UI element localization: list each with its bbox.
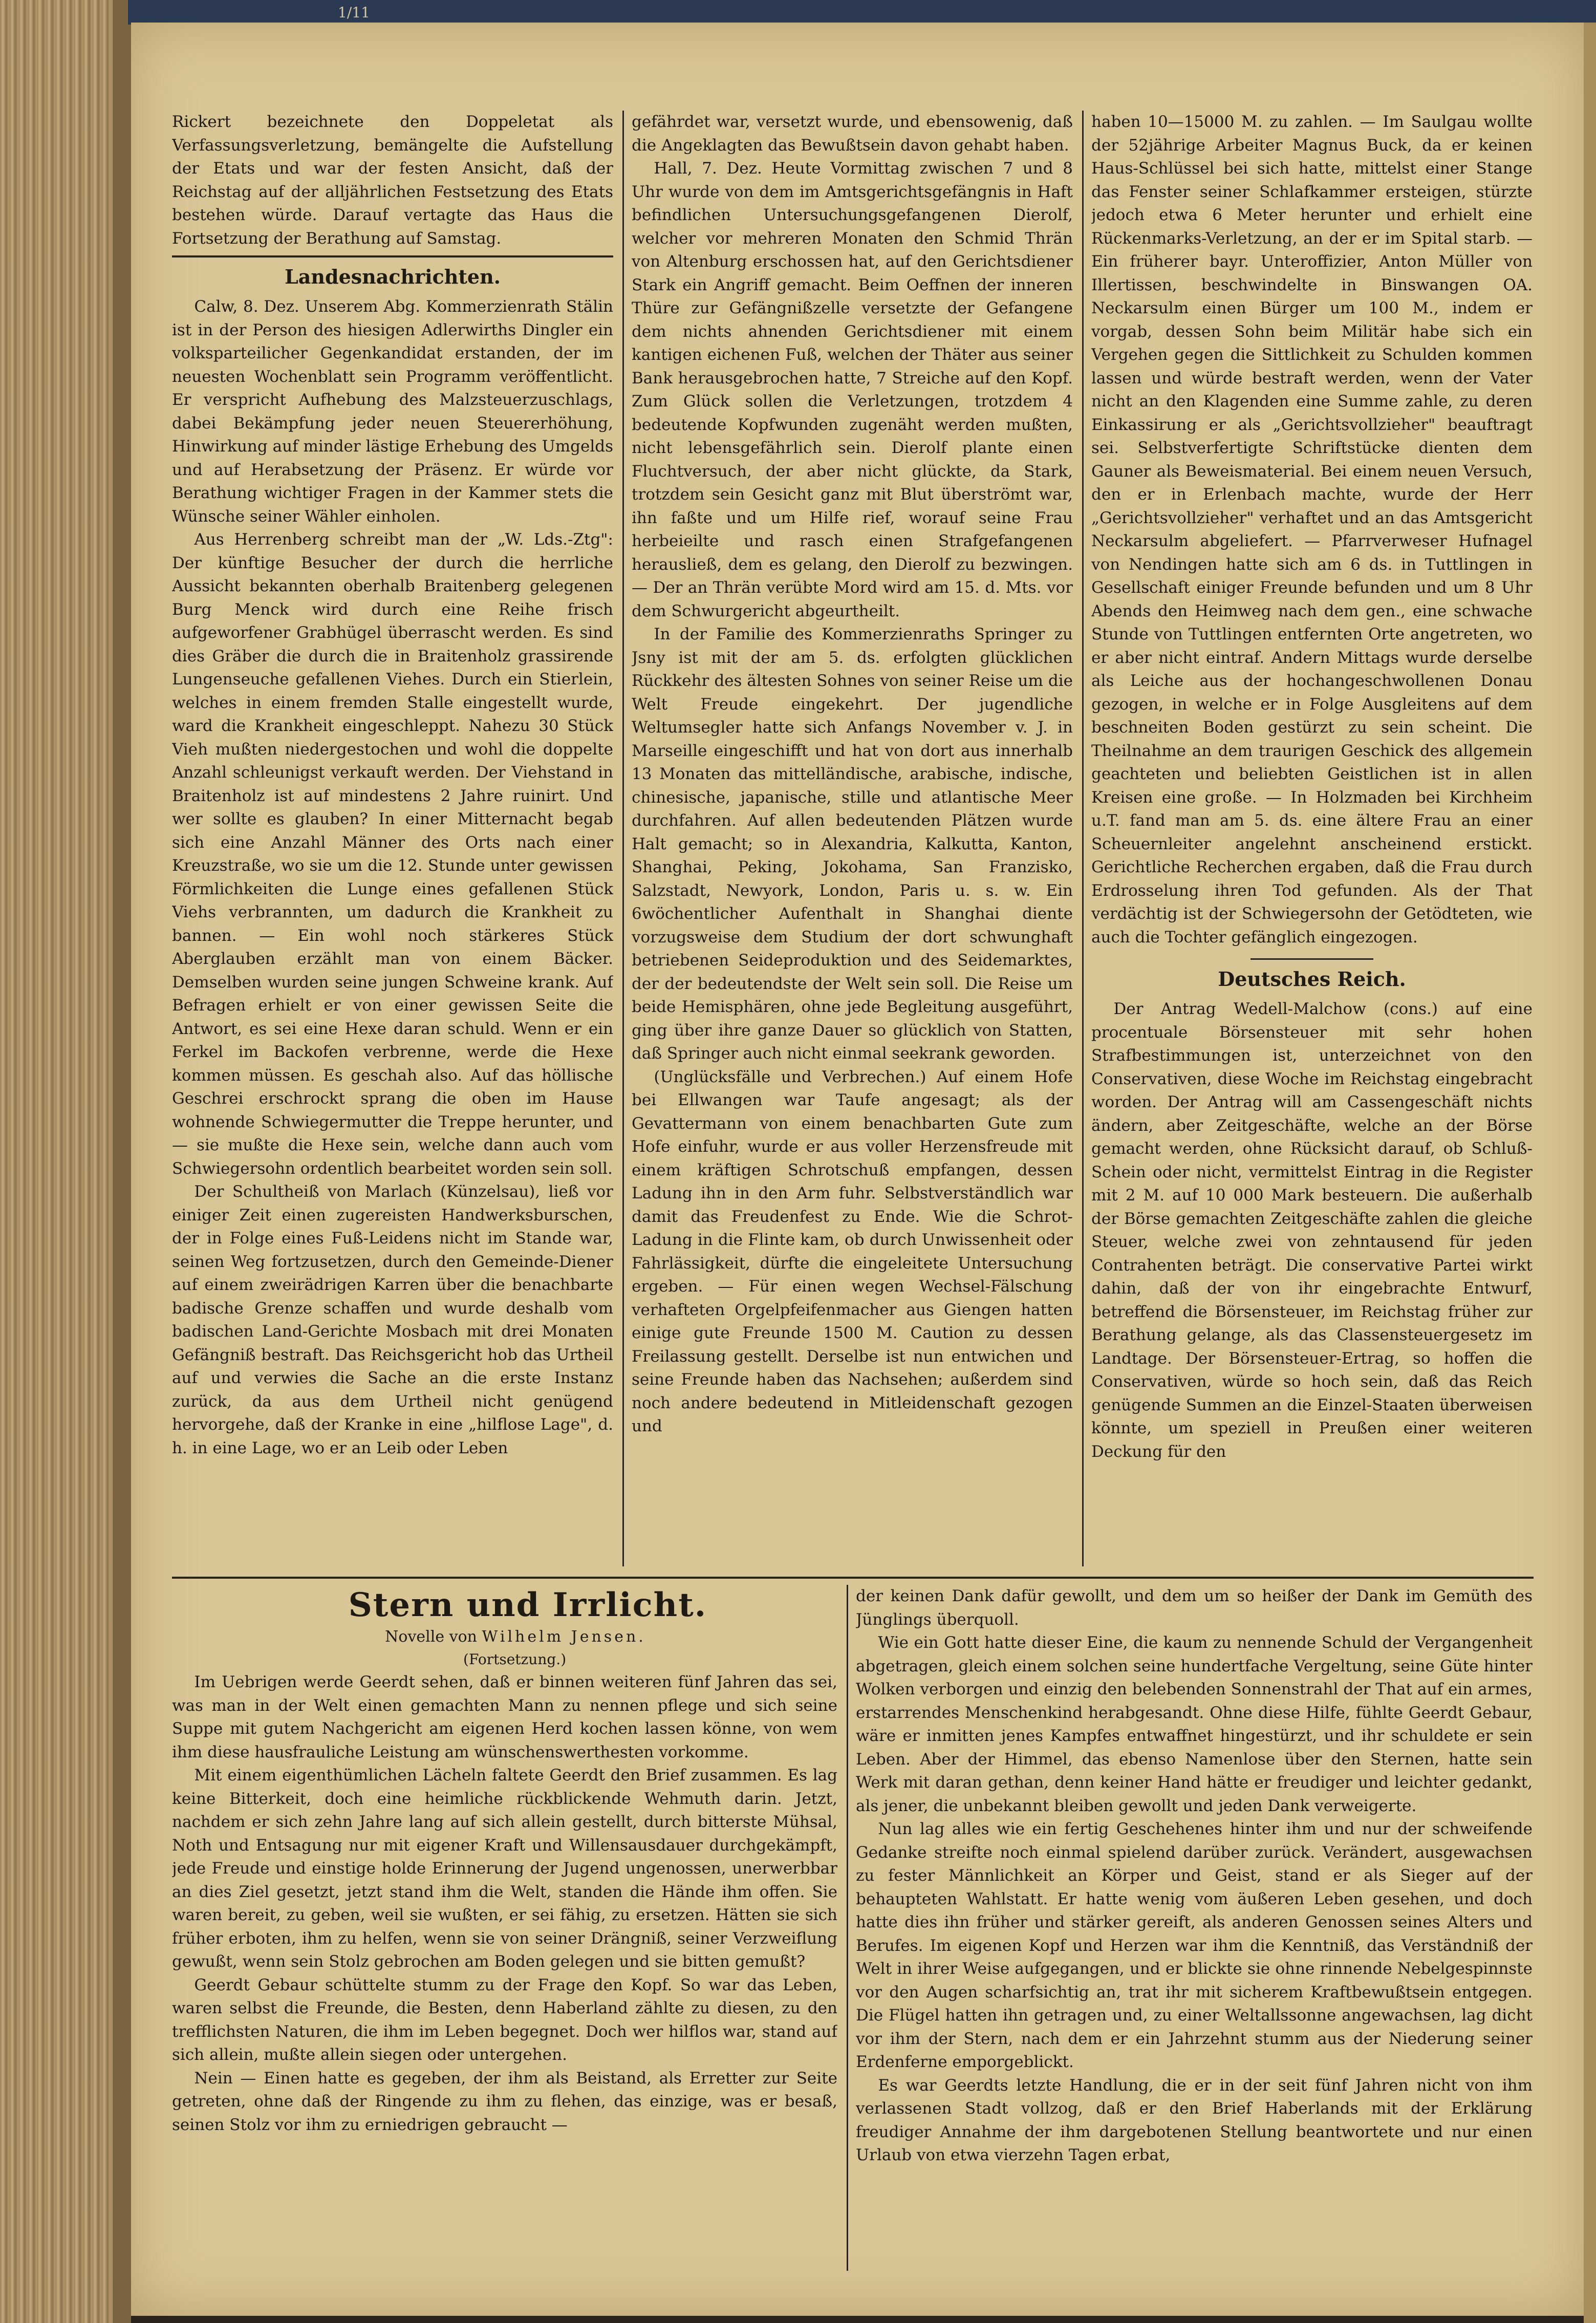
feuilleton-divider <box>172 1577 1534 1579</box>
novel-byline <box>172 1626 837 1648</box>
section-rule <box>172 255 613 257</box>
article-boersensteuer: Der Antrag Wedell-Malchow (cons.) auf eine procentuale Börsensteuer mit sehr hohen Strafbestimmungen ist, unterzeichnet von den Conservativen, diese Woche im Reichstag eingebracht worden. Der Antrag will am Cassengeschäft nichts ändern, aber Zeitgeschäfte, welche an der Börse gemacht werden, ohne Rücksicht darauf, ob Schluß-Schein oder nicht, vermittelst Eintrag in die Register mit 2 M. auf 10 000 Mark besteuern. Die außerhalb der Börse gemachten Zeitgeschäfte zahlen die gleiche Steuer, welche zwei von zehntausend für jeden Contrahenten beträgt. Die conservative Partei wirkt dahin, daß der von ihr eingebrachte Entwurf, betreffend die Börsensteuer, im Reichstag früher zur Berathung gelange, als das Classensteuergesetz im Landtage. Der Börsensteuer-Ertrag, so hoffen die Conservativen, würde so hoch sein, daß das Reich genügende Summen an die Einzel-Staaten überweisen könnte, um speziell in Preußen einer weiteren Deckung für den <box>1091 1000 1533 1461</box>
column-2 <box>632 111 1073 1566</box>
novel-paragraph: Nein — Einen hatte es gegeben, der ihm als Beistand, als Erretter zur Seite getreten, ohne daß der Ringende zu ihm zu flehen, das einzige, was er besaß, seinen Stolz vor ihm zu erniedrigen gebraucht — <box>172 2069 837 2134</box>
page-edge <box>1584 23 1596 2323</box>
column-rule-2 <box>1082 111 1084 1566</box>
newspaper-page <box>131 23 1584 2316</box>
section-short-rule <box>1250 958 1373 960</box>
novel-paragraph: Im Uebrigen werde Geerdt sehen, daß er binnen weiteren fünf Jahren das sei, was man in der Welt einen gemachten Mann zu nennen pflege und sich seine Suppe mit gutem Nachgericht am eigenen Herd kochen lassen könne, von wem ihm diese hausfrauliche Leistung am wünschenswerthesten vorkomme. <box>172 1673 837 1761</box>
section-heading-landesnachrichten: Landesnachrichten. <box>285 265 501 288</box>
novel-paragraph: Es war Geerdts letzte Handlung, die er in der seit fünf Jahren nicht von ihm verlassenen Stadt vollzog, daß er den Brief Haberlands mit der Erklärung freudiger Annahme der ihm dargebotenen Stellung beantwortete und nur einen Urlaub von etwa vierzehn Tagen erbat, <box>856 2076 1533 2164</box>
header-fragment: 1/11 <box>338 4 370 21</box>
article-herrenberg: Aus Herrenberg schreibt man der „W. Lds.-Ztg": Der künftige Besucher der durch die herrliche Aussicht bekannten oberhalb Braitenberg gelegenen Burg Menck wird durch eine Reihe frisch aufgeworfener Grabhügel überrascht werden. Es sind dies Gräber die durch die in Braitenholz grassirende Lungenseuche gefallenen Viehes. Durch ein Stierlein, welches in einem fremden Stalle eingestellt wurde, ward die Krankheit eingeschleppt. Nahezu 30 Stück Vieh mußten niedergestochen und wohl die doppelte Anzahl schleunigst verkauft werden. Der Viehstand in Braitenholz ist auf mindestens 2 Jahre ruinirt. Und wer sollte es glauben? In einer Mitternacht begab sich eine Anzahl Männer des Orts nach einer Kreuzstraße, wo sie um die 12. Stunde unter gewissen Förmlichkeiten die Lunge eines gefallenen Stück Viehs verbrannten, um dadurch die Krankheit zu bannen. — Ein wohl noch stärkeres Stück Aberglauben erzählt man von einem Bäcker. Demselben wurden seine jungen Schweine krank. Auf Befragen erhielt er von einer gewissen Seite die Antwort, es sei eine Hexe daran schuld. Wenn er ein Ferkel im Backofen verbrenne, werde die Hexe kommen müssen. Es geschah also. Auf das höllische Geschrei erschrockt sprang die oben im Hause wohnende Schwiegermutter die Treppe herunter, und — sie mußte die Hexe sein, welche dann auch vom Schwiegersohn ordentlich bearbeitet worden sein soll. <box>172 530 613 1178</box>
article-marlach: Der Schultheiß von Marlach (Künzelsau), ließ vor einiger Zeit einen zugereisten Handwerksburschen, der in Folge eines Fuß-Leidens nicht im Stande war, seinen Weg fortzusetzen, durch den Gemeinde-Diener auf einem zweirädrigen Karren über die benachbarte badische Grenze schaffen und wurde deshalb vom badischen Land-Gerichte Mosbach mit drei Monaten Gefängniß bestraft. Das Reichsgericht hob das Urtheil auf und verwies die Sache an die erste Instanz zurück, da aus dem Urtheil nicht genügend hervorgehe, daß der Kranke in eine „hilflose Lage", d. h. in eine Lage, wo er an Leib oder Leben <box>172 1182 613 1457</box>
feuilleton-right-column <box>856 1585 1533 2271</box>
article-hall: Hall, 7. Dez. Heute Vormittag zwischen 7 und 8 Uhr wurde von dem im Amtsgerichtsgefängnis in Haft befindlichen Untersuchungsgefangenen Dierolf, welcher vor mehreren Monaten den Schmid Thrän von Altenburg erschossen hat, auf den Gerichtsdiener Stark ein Angriff gemacht. Beim Oeffnen der inneren Thüre zur Gefängnißzelle versetzte der Gefangene dem nichts ahnenden Gerichtsdiener mit einem kantigen eichenen Fuß, welchen der Thäter aus seiner Bank herausgebrochen hatte, 7 Streiche auf den Kopf. Zum Glück sollen die Verletzungen, trotzdem 4 bedeutende Kopfwunden zugenäht werden mußten, nicht lebensgefährlich sein. Dierolf plante einen Fluchtversuch, der aber nicht glückte, da Stark, trotzdem sein Gesicht ganz mit Blut überströmt war, ihn faßte und um Hilfe rief, worauf seine Frau herbeieilte und rasch einen Strafgefangenen herausließ, dem es gelang, den Dierolf zu bezwingen. — Der an Thrän verübte Mord wird am 15. d. Mts. vor dem Schwurgericht abgeurtheilt. <box>632 159 1073 620</box>
article-springer: In der Familie des Kommerzienraths Springer zu Jsny ist mit der am 5. ds. erfolgten glücklichen Rückkehr des ältesten Sohnes von seiner Reise um die Welt Freude eingekehrt. Der jugendliche Weltumsegler hatte sich Anfangs November v. J. in Marseille eingeschifft und hat von dort aus innerhalb 13 Monaten das mittelländische, arabische, indische, chinesische, japanische, stille und atlantische Meer durchfahren. Auf allen bedeutenden Plätzen wurde Halt gemacht; so in Alexandria, Kalkutta, Kanton, Shanghai, Peking, Jokohama, San Franzisko, Salzstadt, Newyork, London, Paris u. s. w. Ein 6wöchentlicher Aufenthalt in Shanghai diente vorzugsweise dem Studium der dort schwunghaft betriebenen Seideproduktion und des Seidemarktes, der der bedeutendste der Welt sein soll. Die Reise um beide Hemisphären, ohne jede Begleitung ausgeführt, ging über ihre ganze Dauer so glücklich von Statten, daß Springer auch nicht einmal seekrank geworden. <box>632 625 1073 1063</box>
feuilleton-left-column <box>172 1585 837 2271</box>
continuation-note: (Fortsetzung.) <box>463 1651 567 1668</box>
book-binding <box>0 0 128 2323</box>
volume-cloth-band <box>128 0 1596 25</box>
article-calw: Calw, 8. Dez. Unserem Abg. Kommerzienrath Stälin ist in der Person des hiesigen Adlerwirths Dingler ein volksparteilicher Gegenkandidat erstanden, der im neuesten Wochenblatt sein Programm veröffentlicht. Er verspricht Aufhebung des Malzsteuerzuschlags, dabei Bekämpfung jeder neuen Steuererhöhung, Hinwirkung auf minder lästige Erhebung des Umgelds und auf Herabsetzung der Präsenz. Er würde vor Berathung wichtiger Fragen in der Kammer stets die Wünsche seiner Wähler einholen. <box>172 297 613 526</box>
novel-paragraph: Geerdt Gebaur schüttelte stumm zu der Frage den Kopf. So war das Leben, waren selbst die Freunde, die Besten, denn Haberland zählte zu diesen, zu den trefflichsten Naturen, die ihm im Leben begegnet. Doch wer hilflos war, stand auf sich allein, mußte allein siegen oder untergehen. <box>172 1975 837 2064</box>
article-ungluecksfaelle: (Unglücksfälle und Verbrechen.) Auf einem Hofe bei Ellwangen war Taufe angesagt; als der Gevattermann von einem benachbarten Gute zum Hofe einfuhr, wurde er aus voller Herzensfreude mit einem kräftigen Schrotschuß empfangen, dessen Ladung ihn in den Arm fuhr. Selbstverständlich war damit das Freudenfest zu Ende. Wie die Schrot-Ladung in die Flinte kam, ob durch Unwissenheit oder Fahrlässigkeit, dürfte die eingeleitete Untersuchung ergeben. — Für einen wegen Wechsel-Fälschung verhafteten Orgelpfeifenmacher aus Giengen hatten einige gute Freunde 1500 M. Caution zu dessen Freilassung gestellt. Derselbe ist nun entwichen und seine Freunde haben das Nachsehen; außerdem sind noch andere bedeutend in Mitleidenschaft gezogen und <box>632 1067 1073 1435</box>
section-heading-deutsches-reich: Deutsches Reich. <box>1218 967 1406 991</box>
article-continuation: Rickert bezeichnete den Doppeletat als Verfassungsverletzung, bemängelte die Aufstellung der Etats und war der festen Ansicht, daß der Reichstag auf der alljährlichen Festsetzung des Etats bestehen würde. Darauf vertagte das Haus die Fortsetzung der Berathung auf Samstag. <box>172 113 613 248</box>
byline-prefix: Novelle von <box>385 1628 477 1646</box>
novel-paragraph: der keinen Dank dafür gewollt, und dem um so heißer der Dank im Gemüth des Jünglings überquoll. <box>856 1587 1533 1629</box>
column-3 <box>1091 111 1533 1566</box>
column-rule-1 <box>622 111 624 1566</box>
article-continuation: gefährdet war, versetzt wurde, und ebensowenig, daß die Angeklagten das Bewußtsein davon gehabt haben. <box>632 113 1073 155</box>
feuilleton-column-rule <box>847 1585 848 2271</box>
novel-paragraph: Wie ein Gott hatte dieser Eine, die kaum zu nennende Schuld der Vergangenheit abgetragen, gleich einem solchen seine hundertfache Vergeltung, seine Güte hinter Wolken verborgen und einzig den belebenden Sonnenstrahl der That auf ein armes, erstarrendes Menschenkind herabgesandt. Ohne diese Hilfe, fühlte Geerdt Gebaur, wäre er inmitten jenes Kampfes entwaffnet hingestürzt, und ihr schuldete er sein Leben. Aber der Himmel, das ebenso Namenlose über den Sternen, hatte sein Werk mit daran gethan, denn keiner Hand hätte er freudiger und leichter gedankt, als jener, die unbekannt bleiben gewollt und jeden Dank verweigerte. <box>856 1633 1533 1815</box>
column-1 <box>172 111 613 1566</box>
article-continuation: haben 10—15000 M. zu zahlen. — Im Saulgau wollte der 52jährige Arbeiter Magnus Buck, da er keinen Haus-Schlüssel bei sich hatte, mittelst einer Stange das Fenster seiner Schlafkammer ersteigen, stürzte jedoch etwa 6 Meter herunter und erhielt eine Rückenmarks-Verletzung, an der er im Spital starb. — Ein früherer bayr. Unteroffizier, Anton Müller von Illertissen, beschwindelte in Binswangen OA. Neckarsulm einen Bürger um 100 M., indem er vorgab, dessen Sohn beim Militär habe sich ein Vergehen gegen die Sittlichkeit zu Schulden kommen lassen und würde bestraft werden, wenn der Vater nicht an den Klagenden eine Summe zahle, zu deren Einkassirung er als „Gerichtsvollzieher" beauftragt sei. Selbstverfertigte Schriftstücke dienten dem Gauner als Beweismaterial. Bei einem neuen Versuch, den er in Erlenbach machte, wurde der Herr „Gerichtsvollzieher" verhaftet und an das Amtsgericht Neckarsulm abgeliefert. — Pfarrverweser Hufnagel von Nendingen hatte sich am 6 ds. in Tuttlingen in Gesellschaft einiger Freunde befunden und um 8 Uhr Abends den Heimweg nach dem gen., eine schwache Stunde von Tuttlingen entfernten Orte angetreten, wo er aber nicht eintraf. Andern Mittags wurde derselbe als Leiche aus der hochangeschwollenen Donau gezogen, in welche er in Folge Ausgleitens auf dem beschneiten Boden gestürzt zu sein scheint. Die Theilnahme an dem traurigen Geschick des allgemein geachteten und beliebten Geistlichen ist in allen Kreisen eine große. — In Holzmaden bei Kirchheim u.T. fand man am 5. ds. eine ältere Frau an einer Scheuernleiter angelehnt anscheinend erstickt. Gerichtliche Recherchen ergaben, daß die Frau durch Erdrosselung ihren Tod gefunden. Als der That verdächtig ist der Schwiegersohn der Getödteten, wie auch die Tochter gefänglich eingezogen. <box>1091 113 1533 947</box>
novel-author: Wilhelm Jensen. <box>482 1628 646 1646</box>
novel-title: Stern und Irrlicht. <box>348 1586 707 1624</box>
novel-paragraph: Nun lag alles wie ein fertig Geschehenes hinter ihm und nur der schweifende Gedanke streifte noch einmal spielend darüber zurück. Verändert, ausgewachsen zu fester Männlichkeit an Körper und Geist, stand er als Sieger auf der behaupteten Wahlstatt. Er hatte wenig vom äußeren Leben gesehen, und doch hatte dies ihn früher und stärker gereift, als anderen Genossen seines Alters und Berufes. Im eigenen Kopf und Herzen war ihm die Kenntniß, das Verständniß der Welt in ihrer Weise aufgegangen, und er blickte sie ohne rinnende Nebelgespinnste vor den Augen scharfsichtig an, trat ihr mit sicherem Kraftbewußtsein entgegen. Die Flügel hatten ihn getragen und, zu einer Weltallssonne angewachsen, lag dicht vor ihm der Stern, nach dem er ein Jahrzehnt stumm aus der Niederung seiner Erdenferne emporgeblickt. <box>856 1820 1533 2071</box>
novel-paragraph: Mit einem eigenthümlichen Lächeln faltete Geerdt den Brief zusammen. Es lag keine Bitterkeit, doch eine heimliche rückblickende Wehmuth darin. Jetzt, nachdem er sich zehn Jahre lang auf sich allein gestellt, durch bitterste Mühsal, Noth und Entsagung nur mit eigener Kraft und Willensausdauer durchgekämpft, jede Freude und einstige holde Erinnerung der Jugend ungenossen, unerwerbbar an dies Ziel gesetzt, jetzt stand ihm die Welt, standen die Hände ihm offen. Sie waren bereit, zu geben, weil sie wußten, er sei fähig, zu ersetzen. Hätten sie sich früher erboten, ihm zu helfen, wenn sie von seiner Drängniß, seiner Verzweiflung gewußt, wenn sein Stolz gebrochen am Boden gelegen und sie bitten gemußt? <box>172 1766 837 1971</box>
binding-fold <box>113 0 131 2323</box>
